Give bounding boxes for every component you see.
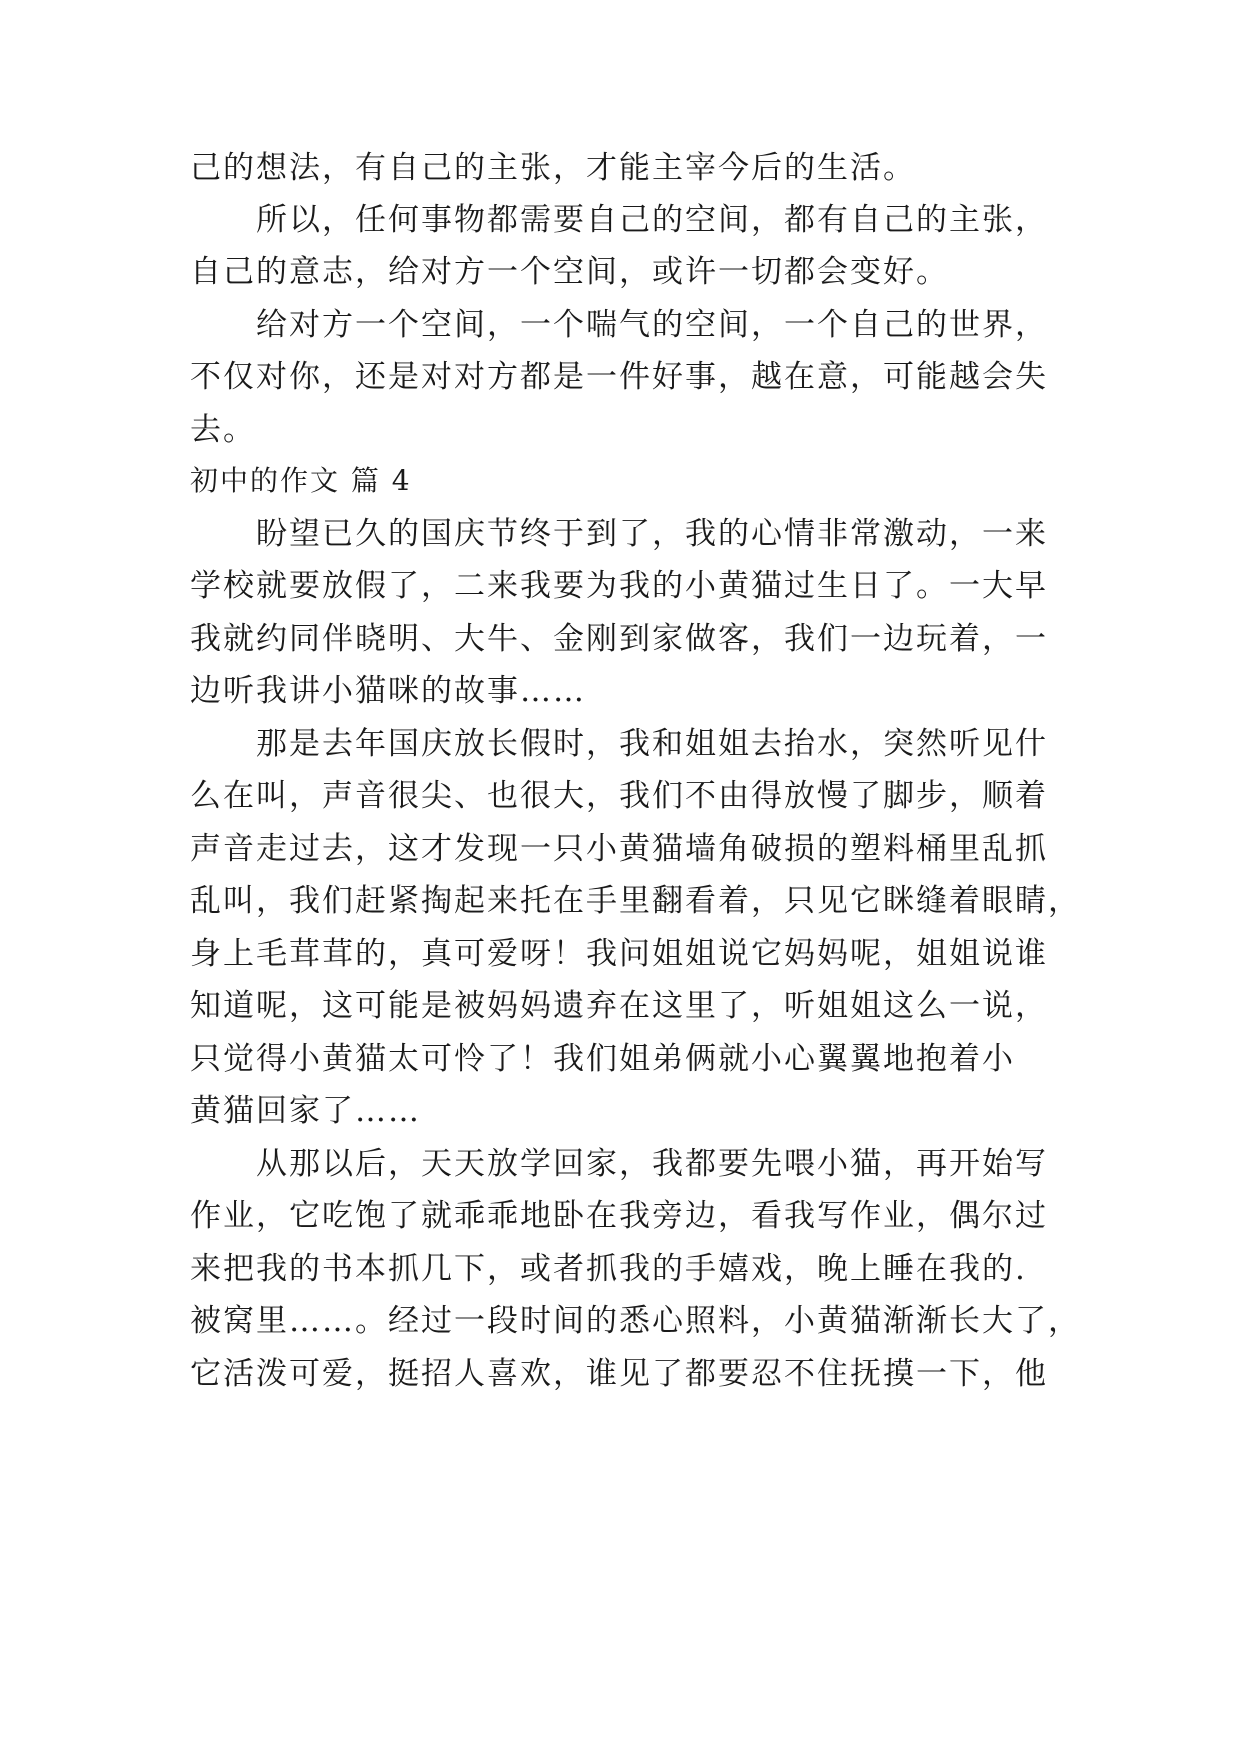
text-line: 学校就要放假了，二来我要为我的小黄猫过生日了。一大早 [190, 568, 1048, 604]
text-line: 身上毛茸茸的，真可爱呀！我问姐姐说它妈妈呢，姐姐说谁 [190, 936, 1048, 972]
text-line: 么在叫，声音很尖、也很大，我们不由得放慢了脚步，顺着 [190, 778, 1048, 814]
text-line: 乱叫，我们赶紧掏起来托在手里翻看着，只见它眯缝着眼睛， [190, 883, 1081, 919]
text-line: 来把我的书本抓几下，或者抓我的手嬉戏，晚上睡在我的. [190, 1251, 1027, 1287]
text-line: 边听我讲小猫咪的故事…… [190, 673, 586, 709]
text-line: 盼望已久的国庆节终于到了，我的心情非常激动，一来 [256, 516, 1048, 552]
section-heading: 初中的作文 篇 4 [190, 464, 412, 497]
text-line: 只觉得小黄猫太可怜了！我们姐弟俩就小心翼翼地抱着小 [190, 1041, 1015, 1077]
text-line: 被窝里……。经过一段时间的悉心照料，小黄猫渐渐长大了， [190, 1303, 1081, 1339]
text-line: 从那以后，天天放学回家，我都要先喂小猫，再开始写 [256, 1146, 1048, 1182]
text-line: 知道呢，这可能是被妈妈遗弃在这里了，听姐姐这么一说， [190, 988, 1048, 1024]
text-line: 声音走过去，这才发现一只小黄猫墙角破损的塑料桶里乱抓 [190, 831, 1048, 867]
text-line: 我就约同伴晓明、大牛、金刚到家做客，我们一边玩着，一 [190, 621, 1048, 657]
text-line: 它活泼可爱，挺招人喜欢，谁见了都要忍不住抚摸一下，他 [190, 1356, 1048, 1392]
text-line: 给对方一个空间，一个喘气的空间，一个自己的世界， [256, 307, 1048, 343]
text-line: 黄猫回家了…… [190, 1093, 421, 1129]
text-line: 去。 [190, 412, 256, 448]
text-line: 那是去年国庆放长假时，我和姐姐去抬水，突然听见什 [256, 726, 1048, 762]
text-line: 作业，它吃饱了就乖乖地卧在我旁边，看我写作业，偶尔过 [190, 1198, 1048, 1234]
text-line: 自己的意志，给对方一个空间，或许一切都会变好。 [190, 254, 949, 290]
text-line: 不仅对你，还是对对方都是一件好事，越在意，可能越会失 [190, 359, 1048, 395]
text-line: 己的想法，有自己的主张，才能主宰今后的生活。 [190, 150, 916, 186]
text-line: 所以，任何事物都需要自己的空间，都有自己的主张， [256, 202, 1048, 238]
